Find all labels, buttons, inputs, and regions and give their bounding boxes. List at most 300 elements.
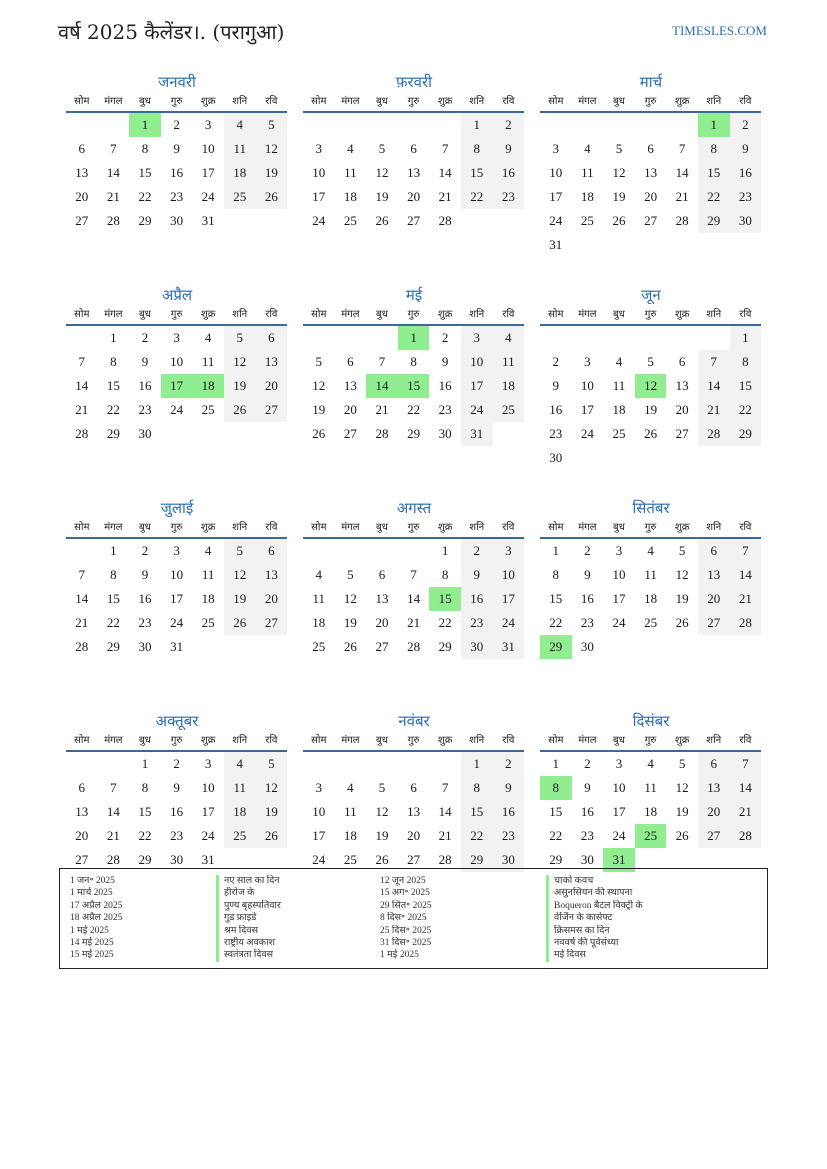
- day-cell[interactable]: 18: [224, 161, 256, 185]
- day-cell[interactable]: 29: [138, 852, 152, 867]
- day-cell[interactable]: 24: [201, 828, 215, 843]
- day-cell[interactable]: 14: [438, 804, 452, 819]
- day-cell[interactable]: 18: [201, 591, 215, 606]
- day-cell[interactable]: 5: [256, 113, 288, 137]
- day-cell[interactable]: 12: [256, 137, 288, 161]
- holiday-day-cell[interactable]: 25: [635, 824, 667, 848]
- day-cell[interactable]: 1: [141, 756, 149, 771]
- day-cell[interactable]: 26: [375, 213, 389, 228]
- day-cell[interactable]: 25: [644, 615, 658, 630]
- day-cell[interactable]: 22: [698, 185, 730, 209]
- day-cell[interactable]: 28: [730, 824, 762, 848]
- day-cell[interactable]: 5: [347, 567, 354, 582]
- day-cell[interactable]: 3: [552, 141, 560, 156]
- day-cell[interactable]: 19: [375, 828, 389, 843]
- day-cell[interactable]: 7: [678, 141, 686, 156]
- day-cell[interactable]: 11: [201, 567, 215, 582]
- day-cell[interactable]: 11: [644, 780, 657, 795]
- day-cell[interactable]: 7: [441, 141, 449, 156]
- day-cell[interactable]: 23: [730, 185, 762, 209]
- day-cell[interactable]: 11: [312, 591, 326, 606]
- day-cell[interactable]: 21: [75, 615, 89, 630]
- day-cell[interactable]: 6: [256, 539, 288, 563]
- day-cell[interactable]: 22: [407, 402, 421, 417]
- holiday-day-cell[interactable]: 17: [161, 374, 193, 398]
- day-cell[interactable]: 27: [407, 852, 421, 867]
- day-cell[interactable]: 22: [549, 828, 563, 843]
- day-cell[interactable]: 12: [256, 776, 288, 800]
- day-cell[interactable]: 13: [407, 804, 421, 819]
- day-cell[interactable]: 23: [138, 615, 152, 630]
- day-cell[interactable]: 4: [647, 756, 654, 771]
- day-cell[interactable]: 30: [730, 209, 762, 233]
- day-cell[interactable]: 22: [106, 615, 120, 630]
- day-cell[interactable]: 6: [698, 539, 730, 563]
- day-cell[interactable]: 26: [312, 426, 326, 441]
- day-cell[interactable]: 2: [493, 752, 525, 776]
- day-cell[interactable]: 29: [407, 426, 421, 441]
- day-cell[interactable]: 26: [612, 213, 626, 228]
- day-cell[interactable]: 21: [407, 615, 421, 630]
- day-cell[interactable]: 1: [110, 543, 117, 558]
- day-cell[interactable]: 10: [493, 563, 525, 587]
- day-cell[interactable]: 28: [730, 611, 762, 635]
- day-cell[interactable]: 16: [170, 804, 184, 819]
- day-cell[interactable]: 26: [375, 852, 389, 867]
- day-cell[interactable]: 31: [493, 635, 525, 659]
- day-cell[interactable]: 1: [730, 326, 762, 350]
- day-cell[interactable]: 22: [549, 615, 563, 630]
- day-cell[interactable]: 24: [170, 615, 184, 630]
- day-cell[interactable]: 28: [75, 426, 89, 441]
- day-cell[interactable]: 15: [730, 374, 762, 398]
- day-cell[interactable]: 5: [678, 756, 686, 771]
- day-cell[interactable]: 16: [580, 804, 594, 819]
- day-cell[interactable]: 25: [343, 852, 357, 867]
- day-cell[interactable]: 21: [698, 398, 730, 422]
- day-cell[interactable]: 14: [730, 563, 762, 587]
- day-cell[interactable]: 20: [407, 828, 421, 843]
- day-cell[interactable]: 5: [256, 752, 288, 776]
- day-cell[interactable]: 27: [343, 426, 357, 441]
- day-cell[interactable]: 10: [612, 780, 626, 795]
- day-cell[interactable]: 3: [173, 330, 180, 345]
- day-cell[interactable]: 5: [378, 141, 386, 156]
- day-cell[interactable]: 8: [110, 354, 117, 369]
- day-cell[interactable]: 2: [584, 543, 591, 558]
- day-cell[interactable]: 17: [580, 402, 594, 417]
- day-cell[interactable]: 21: [75, 402, 89, 417]
- day-cell[interactable]: 5: [224, 539, 256, 563]
- holiday-day-cell[interactable]: 15: [429, 587, 461, 611]
- day-cell[interactable]: 11: [201, 354, 215, 369]
- day-cell[interactable]: 13: [675, 378, 689, 393]
- day-cell[interactable]: 27: [698, 611, 730, 635]
- day-cell[interactable]: 17: [312, 189, 326, 204]
- day-cell[interactable]: 26: [224, 398, 256, 422]
- day-cell[interactable]: 26: [256, 824, 288, 848]
- day-cell[interactable]: 11: [344, 804, 357, 819]
- day-cell[interactable]: 22: [461, 185, 493, 209]
- holiday-day-cell[interactable]: 8: [540, 776, 572, 800]
- day-cell[interactable]: 23: [170, 189, 184, 204]
- day-cell[interactable]: 13: [375, 591, 389, 606]
- day-cell[interactable]: 6: [256, 326, 288, 350]
- day-cell[interactable]: 5: [315, 354, 323, 369]
- day-cell[interactable]: 5: [678, 543, 686, 558]
- day-cell[interactable]: 10: [549, 165, 563, 180]
- day-cell[interactable]: 7: [110, 141, 117, 156]
- day-cell[interactable]: 2: [173, 756, 180, 771]
- day-cell[interactable]: 20: [256, 587, 288, 611]
- day-cell[interactable]: 3: [615, 543, 623, 558]
- day-cell[interactable]: 19: [256, 800, 288, 824]
- day-cell[interactable]: 1: [110, 330, 117, 345]
- day-cell[interactable]: 9: [141, 354, 149, 369]
- day-cell[interactable]: 20: [343, 402, 357, 417]
- day-cell[interactable]: 19: [224, 587, 256, 611]
- day-cell[interactable]: 3: [315, 780, 323, 795]
- day-cell[interactable]: 29: [549, 852, 563, 867]
- day-cell[interactable]: 27: [75, 213, 89, 228]
- day-cell[interactable]: 9: [584, 567, 591, 582]
- day-cell[interactable]: 5: [224, 326, 256, 350]
- day-cell[interactable]: 12: [375, 165, 389, 180]
- day-cell[interactable]: 8: [552, 567, 560, 582]
- day-cell[interactable]: 9: [493, 776, 525, 800]
- day-cell[interactable]: 30: [493, 848, 525, 872]
- day-cell[interactable]: 22: [438, 615, 452, 630]
- day-cell[interactable]: 6: [78, 141, 86, 156]
- day-cell[interactable]: 28: [106, 852, 120, 867]
- day-cell[interactable]: 10: [170, 567, 184, 582]
- day-cell[interactable]: 16: [493, 800, 525, 824]
- day-cell[interactable]: 24: [312, 213, 326, 228]
- day-cell[interactable]: 14: [75, 591, 89, 606]
- day-cell[interactable]: 27: [407, 213, 421, 228]
- day-cell[interactable]: 25: [224, 824, 256, 848]
- day-cell[interactable]: 8: [141, 780, 149, 795]
- day-cell[interactable]: 17: [612, 591, 626, 606]
- day-cell[interactable]: 2: [493, 113, 525, 137]
- day-cell[interactable]: 16: [170, 165, 184, 180]
- day-cell[interactable]: 23: [493, 185, 525, 209]
- day-cell[interactable]: 13: [698, 776, 730, 800]
- day-cell[interactable]: 13: [407, 165, 421, 180]
- day-cell[interactable]: 18: [343, 828, 357, 843]
- day-cell[interactable]: 25: [343, 213, 357, 228]
- day-cell[interactable]: 18: [644, 804, 658, 819]
- day-cell[interactable]: 25: [312, 639, 326, 654]
- day-cell[interactable]: 20: [75, 189, 89, 204]
- day-cell[interactable]: 27: [644, 213, 658, 228]
- day-cell[interactable]: 3: [173, 543, 180, 558]
- day-cell[interactable]: 26: [256, 185, 288, 209]
- day-cell[interactable]: 12: [343, 591, 357, 606]
- day-cell[interactable]: 10: [312, 804, 326, 819]
- day-cell[interactable]: 14: [730, 776, 762, 800]
- day-cell[interactable]: 28: [106, 213, 120, 228]
- day-cell[interactable]: 7: [378, 354, 386, 369]
- day-cell[interactable]: 1: [461, 113, 493, 137]
- day-cell[interactable]: 22: [461, 824, 493, 848]
- holiday-day-cell[interactable]: 29: [540, 635, 572, 659]
- day-cell[interactable]: 4: [315, 567, 323, 582]
- day-cell[interactable]: 22: [106, 402, 120, 417]
- day-cell[interactable]: 10: [201, 780, 215, 795]
- day-cell[interactable]: 19: [375, 189, 389, 204]
- day-cell[interactable]: 6: [647, 141, 654, 156]
- day-cell[interactable]: 17: [170, 591, 184, 606]
- day-cell[interactable]: 4: [347, 141, 354, 156]
- day-cell[interactable]: 14: [106, 165, 120, 180]
- day-cell[interactable]: 23: [138, 402, 152, 417]
- day-cell[interactable]: 28: [675, 213, 689, 228]
- day-cell[interactable]: 14: [675, 165, 689, 180]
- day-cell[interactable]: 16: [549, 402, 563, 417]
- day-cell[interactable]: 31: [201, 852, 215, 867]
- day-cell[interactable]: 13: [343, 378, 357, 393]
- day-cell[interactable]: 22: [730, 398, 762, 422]
- day-cell[interactable]: 20: [75, 828, 89, 843]
- day-cell[interactable]: 28: [407, 639, 421, 654]
- day-cell[interactable]: 25: [493, 398, 525, 422]
- day-cell[interactable]: 6: [698, 752, 730, 776]
- day-cell[interactable]: 11: [224, 137, 256, 161]
- day-cell[interactable]: 31: [201, 213, 215, 228]
- day-cell[interactable]: 13: [75, 165, 89, 180]
- day-cell[interactable]: 24: [549, 213, 563, 228]
- day-cell[interactable]: 23: [461, 611, 493, 635]
- day-cell[interactable]: 16: [438, 378, 452, 393]
- day-cell[interactable]: 26: [675, 615, 689, 630]
- day-cell[interactable]: 31: [461, 422, 493, 446]
- day-cell[interactable]: 24: [312, 852, 326, 867]
- day-cell[interactable]: 25: [201, 402, 215, 417]
- day-cell[interactable]: 15: [461, 800, 493, 824]
- day-cell[interactable]: 15: [698, 161, 730, 185]
- day-cell[interactable]: 27: [75, 852, 89, 867]
- day-cell[interactable]: 5: [615, 141, 623, 156]
- holiday-day-cell[interactable]: 12: [635, 374, 667, 398]
- day-cell[interactable]: 11: [644, 567, 657, 582]
- day-cell[interactable]: 7: [698, 350, 730, 374]
- day-cell[interactable]: 28: [698, 422, 730, 446]
- day-cell[interactable]: 17: [201, 804, 215, 819]
- day-cell[interactable]: 2: [141, 543, 149, 558]
- day-cell[interactable]: 16: [730, 161, 762, 185]
- holiday-day-cell[interactable]: 15: [398, 374, 430, 398]
- day-cell[interactable]: 18: [612, 402, 626, 417]
- day-cell[interactable]: 26: [224, 611, 256, 635]
- day-cell[interactable]: 17: [612, 804, 626, 819]
- day-cell[interactable]: 27: [375, 639, 389, 654]
- day-cell[interactable]: 30: [170, 213, 184, 228]
- holiday-day-cell[interactable]: 1: [129, 113, 161, 137]
- day-cell[interactable]: 12: [675, 780, 689, 795]
- day-cell[interactable]: 10: [461, 350, 493, 374]
- day-cell[interactable]: 15: [106, 378, 120, 393]
- day-cell[interactable]: 14: [407, 591, 421, 606]
- day-cell[interactable]: 4: [647, 543, 654, 558]
- day-cell[interactable]: 21: [438, 828, 452, 843]
- day-cell[interactable]: 13: [75, 804, 89, 819]
- day-cell[interactable]: 7: [730, 752, 762, 776]
- day-cell[interactable]: 4: [347, 780, 354, 795]
- day-cell[interactable]: 2: [552, 354, 560, 369]
- day-cell[interactable]: 8: [141, 141, 149, 156]
- day-cell[interactable]: 10: [612, 567, 626, 582]
- day-cell[interactable]: 6: [378, 567, 386, 582]
- day-cell[interactable]: 11: [612, 378, 626, 393]
- day-cell[interactable]: 4: [224, 113, 256, 137]
- day-cell[interactable]: 18: [343, 189, 357, 204]
- day-cell[interactable]: 4: [584, 141, 591, 156]
- day-cell[interactable]: 7: [78, 354, 86, 369]
- day-cell[interactable]: 9: [493, 137, 525, 161]
- day-cell[interactable]: 20: [675, 402, 689, 417]
- day-cell[interactable]: 9: [730, 137, 762, 161]
- day-cell[interactable]: 19: [612, 189, 626, 204]
- day-cell[interactable]: 21: [730, 587, 762, 611]
- day-cell[interactable]: 28: [438, 213, 452, 228]
- day-cell[interactable]: 29: [461, 848, 493, 872]
- day-cell[interactable]: 29: [438, 639, 452, 654]
- day-cell[interactable]: 29: [698, 209, 730, 233]
- day-cell[interactable]: 22: [138, 828, 152, 843]
- day-cell[interactable]: 23: [580, 615, 594, 630]
- day-cell[interactable]: 17: [312, 828, 326, 843]
- day-cell[interactable]: 22: [138, 189, 152, 204]
- day-cell[interactable]: 20: [407, 189, 421, 204]
- day-cell[interactable]: 1: [441, 543, 449, 558]
- day-cell[interactable]: 9: [173, 780, 180, 795]
- day-cell[interactable]: 26: [644, 426, 658, 441]
- day-cell[interactable]: 16: [461, 587, 493, 611]
- day-cell[interactable]: 15: [549, 804, 563, 819]
- day-cell[interactable]: 10: [201, 141, 215, 156]
- day-cell[interactable]: 6: [678, 354, 686, 369]
- day-cell[interactable]: 8: [461, 137, 493, 161]
- day-cell[interactable]: 21: [675, 189, 689, 204]
- day-cell[interactable]: 19: [224, 374, 256, 398]
- day-cell[interactable]: 8: [461, 776, 493, 800]
- day-cell[interactable]: 26: [675, 828, 689, 843]
- day-cell[interactable]: 25: [580, 213, 594, 228]
- day-cell[interactable]: 1: [552, 543, 560, 558]
- day-cell[interactable]: 5: [647, 354, 654, 369]
- day-cell[interactable]: 17: [493, 587, 525, 611]
- day-cell[interactable]: 30: [580, 639, 594, 654]
- holiday-day-cell[interactable]: 1: [398, 326, 430, 350]
- day-cell[interactable]: 20: [644, 189, 658, 204]
- day-cell[interactable]: 25: [224, 185, 256, 209]
- day-cell[interactable]: 30: [170, 852, 184, 867]
- day-cell[interactable]: 23: [170, 828, 184, 843]
- day-cell[interactable]: 9: [173, 141, 180, 156]
- day-cell[interactable]: 24: [170, 402, 184, 417]
- day-cell[interactable]: 11: [344, 165, 357, 180]
- day-cell[interactable]: 15: [138, 804, 152, 819]
- day-cell[interactable]: 24: [612, 828, 626, 843]
- day-cell[interactable]: 6: [78, 780, 86, 795]
- day-cell[interactable]: 8: [698, 137, 730, 161]
- day-cell[interactable]: 10: [312, 165, 326, 180]
- day-cell[interactable]: 8: [441, 567, 449, 582]
- holiday-day-cell[interactable]: 1: [698, 113, 730, 137]
- day-cell[interactable]: 8: [730, 350, 762, 374]
- day-cell[interactable]: 6: [410, 780, 417, 795]
- day-cell[interactable]: 25: [201, 615, 215, 630]
- day-cell[interactable]: 2: [441, 330, 449, 345]
- day-cell[interactable]: 5: [378, 780, 386, 795]
- day-cell[interactable]: 31: [549, 237, 563, 252]
- day-cell[interactable]: 19: [675, 591, 689, 606]
- day-cell[interactable]: 19: [256, 161, 288, 185]
- day-cell[interactable]: 11: [581, 165, 594, 180]
- day-cell[interactable]: 12: [312, 378, 326, 393]
- day-cell[interactable]: 23: [493, 824, 525, 848]
- day-cell[interactable]: 20: [375, 615, 389, 630]
- day-cell[interactable]: 18: [644, 591, 658, 606]
- day-cell[interactable]: 24: [493, 611, 525, 635]
- day-cell[interactable]: 15: [106, 591, 120, 606]
- day-cell[interactable]: 30: [138, 639, 152, 654]
- day-cell[interactable]: 9: [461, 563, 493, 587]
- day-cell[interactable]: 10: [580, 378, 594, 393]
- day-cell[interactable]: 27: [698, 824, 730, 848]
- day-cell[interactable]: 9: [584, 780, 591, 795]
- day-cell[interactable]: 24: [201, 189, 215, 204]
- day-cell[interactable]: 8: [110, 567, 117, 582]
- day-cell[interactable]: 26: [343, 639, 357, 654]
- day-cell[interactable]: 17: [549, 189, 563, 204]
- day-cell[interactable]: 13: [256, 563, 288, 587]
- day-cell[interactable]: 15: [461, 161, 493, 185]
- day-cell[interactable]: 12: [612, 165, 626, 180]
- day-cell[interactable]: 6: [347, 354, 354, 369]
- day-cell[interactable]: 24: [461, 398, 493, 422]
- day-cell[interactable]: 24: [612, 615, 626, 630]
- day-cell[interactable]: 25: [612, 426, 626, 441]
- day-cell[interactable]: 2: [173, 117, 180, 132]
- day-cell[interactable]: 9: [552, 378, 560, 393]
- day-cell[interactable]: 19: [675, 804, 689, 819]
- day-cell[interactable]: 21: [438, 189, 452, 204]
- day-cell[interactable]: 4: [204, 330, 212, 345]
- day-cell[interactable]: 13: [698, 563, 730, 587]
- day-cell[interactable]: 30: [138, 426, 152, 441]
- day-cell[interactable]: 30: [461, 635, 493, 659]
- day-cell[interactable]: 9: [441, 354, 449, 369]
- day-cell[interactable]: 16: [493, 161, 525, 185]
- day-cell[interactable]: 3: [615, 756, 623, 771]
- day-cell[interactable]: 14: [75, 378, 89, 393]
- day-cell[interactable]: 21: [375, 402, 389, 417]
- day-cell[interactable]: 23: [438, 402, 452, 417]
- day-cell[interactable]: 7: [410, 567, 417, 582]
- day-cell[interactable]: 14: [438, 165, 452, 180]
- holiday-day-cell[interactable]: 14: [366, 374, 398, 398]
- day-cell[interactable]: 15: [549, 591, 563, 606]
- day-cell[interactable]: 29: [106, 426, 120, 441]
- day-cell[interactable]: 2: [584, 756, 591, 771]
- day-cell[interactable]: 14: [106, 804, 120, 819]
- day-cell[interactable]: 19: [343, 615, 357, 630]
- day-cell[interactable]: 16: [138, 591, 152, 606]
- day-cell[interactable]: 29: [730, 422, 762, 446]
- day-cell[interactable]: 4: [204, 543, 212, 558]
